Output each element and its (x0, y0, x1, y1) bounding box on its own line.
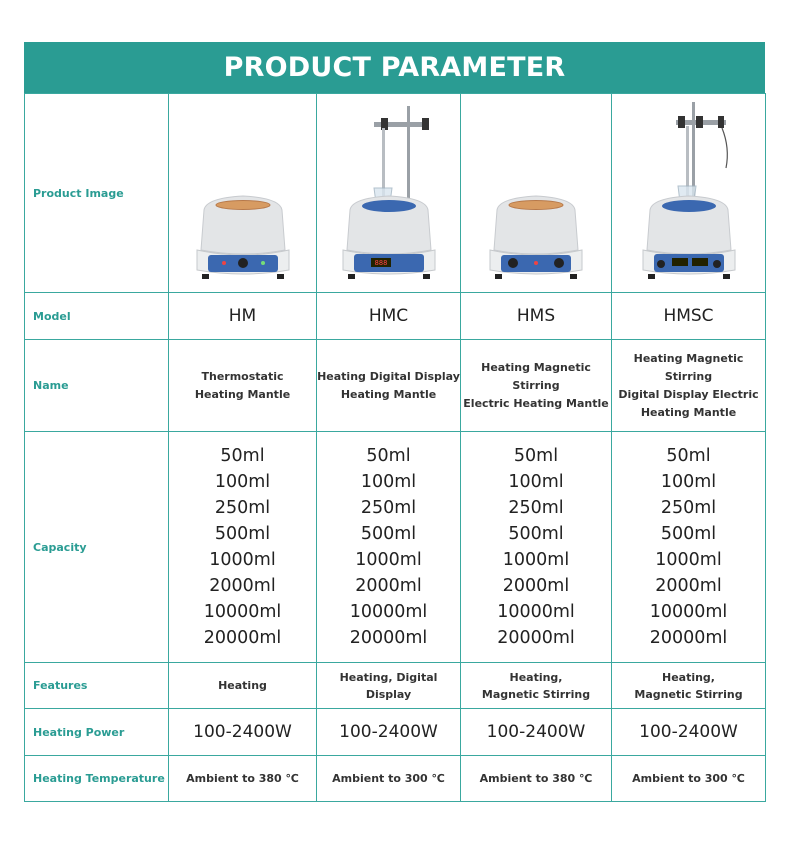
product-image-hmc (317, 94, 461, 293)
name-line: Heating Digital Display (317, 369, 460, 383)
name-line: Heating Mantle (640, 405, 737, 419)
capacity-list (612, 432, 766, 663)
feature-line: Magnetic Stirring (481, 687, 591, 701)
capacity-list (461, 432, 612, 663)
stirring-heating-mantle-icon (481, 98, 591, 288)
row-temperature (25, 756, 766, 802)
label-image: Product Image (25, 94, 169, 293)
row-image (25, 94, 766, 293)
capacity-item: 250ml (360, 498, 417, 518)
heating-mantle-icon (188, 98, 298, 288)
product-image-hmsc (612, 94, 766, 293)
capacity-item: 50ml (220, 446, 265, 466)
feature-line: Heating, (661, 670, 715, 684)
capacity-item: 10000ml (349, 602, 428, 622)
row-features (25, 663, 766, 709)
svg-text:888: 888 (374, 259, 387, 267)
page-title: PRODUCT PARAMETER (24, 42, 765, 93)
capacity-item: 100ml (660, 472, 717, 492)
label-temperature: Heating Temperature (25, 756, 169, 802)
name-hms (461, 340, 612, 432)
model-hmc: HMC (317, 293, 461, 340)
capacity-item: 10000ml (203, 602, 282, 622)
power-hm: 100-2400W (169, 709, 317, 756)
name-line: Thermostatic (201, 369, 284, 383)
digital-stirring-heating-mantle-with-stand-icon (634, 98, 744, 288)
capacity-item: 10000ml (649, 602, 728, 622)
product-image-hms (461, 94, 612, 293)
capacity-item: 100ml (360, 472, 417, 492)
name-hmsc (612, 340, 766, 432)
label-name: Name (25, 340, 169, 432)
capacity-item: 500ml (214, 524, 271, 544)
capacity-item: 1000ml (355, 550, 422, 570)
temperature-hmc: Ambient to 300 ℃ (317, 756, 461, 802)
capacity-item: 50ml (666, 446, 711, 466)
power-hms: 100-2400W (461, 709, 612, 756)
capacity-list (169, 432, 317, 663)
name-line: Electric Heating Mantle (463, 396, 609, 410)
features-hms (461, 663, 612, 709)
capacity-item: 100ml (214, 472, 271, 492)
model-hms: HMS (461, 293, 612, 340)
product-image-hm (169, 94, 317, 293)
name-line: Heating Mantle (194, 387, 291, 401)
label-power: Heating Power (25, 709, 169, 756)
capacity-item: 250ml (508, 498, 564, 518)
model-hmsc: HMSC (612, 293, 766, 340)
feature-line: Magnetic Stirring (634, 687, 743, 701)
parameter-sheet (24, 42, 765, 802)
row-model (25, 293, 766, 340)
capacity-item: 250ml (660, 498, 717, 518)
name-line: Heating Magnetic Stirring (633, 351, 744, 383)
model-hm: HM (169, 293, 317, 340)
name-hm (169, 340, 317, 432)
features-hmsc (612, 663, 766, 709)
capacity-item: 2000ml (209, 576, 276, 596)
capacity-item: 20000ml (649, 628, 728, 648)
label-capacity: Capacity (25, 432, 169, 663)
name-line: Heating Mantle (340, 387, 437, 401)
capacity-item: 50ml (513, 446, 559, 466)
row-power (25, 709, 766, 756)
capacity-item: 500ml (660, 524, 717, 544)
row-capacity (25, 432, 766, 663)
capacity-item: 50ml (366, 446, 411, 466)
feature-line: Heating (218, 679, 267, 692)
capacity-item: 2000ml (355, 576, 422, 596)
temperature-hms: Ambient to 380 ℃ (461, 756, 612, 802)
features-hm (169, 663, 317, 709)
capacity-item: 20000ml (203, 628, 282, 648)
capacity-item: 1000ml (655, 550, 722, 570)
row-name (25, 340, 766, 432)
label-model: Model (25, 293, 169, 340)
capacity-item: 1000ml (209, 550, 276, 570)
feature-line: Heating, (509, 670, 563, 684)
capacity-item: 100ml (508, 472, 564, 492)
temperature-hm: Ambient to 380 ℃ (169, 756, 317, 802)
name-hmc (317, 340, 461, 432)
parameter-table (24, 93, 766, 802)
capacity-item: 1000ml (502, 550, 570, 570)
capacity-item: 2000ml (502, 576, 570, 596)
capacity-item: 20000ml (497, 628, 575, 648)
feature-line: Heating, Digital Display (339, 670, 438, 701)
power-hmc: 100-2400W (317, 709, 461, 756)
capacity-item: 2000ml (655, 576, 722, 596)
features-hmc (317, 663, 461, 709)
capacity-item: 20000ml (349, 628, 428, 648)
capacity-list (317, 432, 461, 663)
label-features: Features (25, 663, 169, 709)
capacity-item: 250ml (214, 498, 271, 518)
digital-heating-mantle-with-stand-icon (334, 98, 444, 288)
capacity-item: 500ml (508, 524, 564, 544)
capacity-item: 500ml (360, 524, 417, 544)
name-line: Digital Display Electric (618, 387, 759, 401)
temperature-hmsc: Ambient to 300 ℃ (612, 756, 766, 802)
power-hmsc: 100-2400W (612, 709, 766, 756)
capacity-item: 10000ml (497, 602, 575, 622)
name-line: Heating Magnetic Stirring (481, 360, 591, 392)
